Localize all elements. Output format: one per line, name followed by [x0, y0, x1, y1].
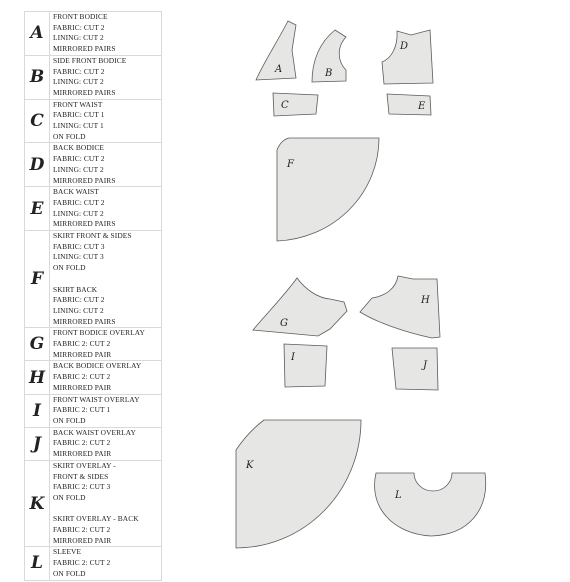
legend-instruction-line: LINING: CUT 2 [53, 77, 104, 87]
legend-instruction-line: FABRIC 2: CUT 2 [53, 339, 111, 349]
pattern-piece-k [236, 420, 361, 548]
legend-instruction-line: FABRIC: CUT 3 [53, 241, 105, 251]
legend-instruction-line: FABRIC: CUT 1 [53, 110, 105, 120]
legend-instruction-line: BACK WAIST OVERLAY [53, 427, 136, 437]
legend-instruction-line: FABRIC: CUT 2 [53, 22, 105, 32]
legend-piece-letter: G [25, 328, 50, 361]
legend-instruction-line: FABRIC 2: CUT 1 [53, 405, 111, 415]
legend-instruction-line: FRONT & SIDES [53, 471, 109, 481]
legend-instruction-line: FABRIC 2: CUT 2 [53, 525, 111, 535]
legend-piece-letter: A [25, 12, 50, 56]
piece-label-b: B [325, 68, 333, 79]
piece-label-c: C [281, 100, 289, 111]
legend-piece-letter: B [25, 55, 50, 99]
legend-piece-letter: H [25, 361, 50, 394]
legend-instruction-line: ON FOLD [53, 492, 86, 502]
legend-instruction-line: BACK BODICE OVERLAY [53, 361, 142, 371]
legend-instruction-line: MIRRORED PAIR [53, 382, 112, 392]
legend-instruction-line: FABRIC 2: CUT 2 [53, 372, 111, 382]
legend-instruction-line: FABRIC: CUT 2 [53, 295, 105, 305]
legend-instruction-line: MIRRORED PAIR [53, 535, 112, 545]
legend-instruction-line: LINING: CUT 2 [53, 33, 104, 43]
legend-piece-letter: I [25, 394, 50, 427]
piece-label-f: F [287, 159, 294, 170]
piece-label-a: A [275, 64, 283, 75]
legend-instruction-line: FABRIC 2: CUT 2 [53, 438, 111, 448]
piece-label-g: G [280, 318, 288, 329]
legend-instruction-line: LINING: CUT 1 [53, 121, 104, 131]
legend-piece-letter: L [25, 547, 50, 580]
legend-instruction-line: MIRRORED PAIRS [53, 87, 116, 97]
pattern-piece-h [360, 276, 440, 338]
legend-instruction-line: MIRRORED PAIR [53, 349, 112, 359]
piece-label-k: K [246, 460, 254, 471]
legend-piece-letter: C [25, 99, 50, 143]
legend-piece-letter: D [25, 143, 50, 187]
legend-instruction-line: LINING: CUT 2 [53, 305, 104, 315]
pattern-piece-i [284, 344, 327, 387]
legend-instruction-line: FRONT WAIST OVERLAY [53, 394, 140, 404]
legend-instruction-line: ON FOLD [53, 263, 86, 273]
legend-instruction-line: FABRIC: CUT 2 [53, 197, 105, 207]
legend-instruction-line: MIRRORED PAIRS [53, 44, 116, 54]
legend-instruction-line: FRONT WAIST [53, 99, 103, 109]
piece-label-h: H [421, 295, 430, 306]
legend-instruction-line: BACK WAIST [53, 187, 99, 197]
legend-instruction-line: ON FOLD [53, 416, 86, 425]
legend-instruction-line: MIRRORED PAIRS [53, 316, 116, 326]
piece-label-j: J [423, 360, 428, 371]
pattern-piece-l [375, 473, 486, 536]
legend-piece-letter: J [25, 427, 50, 460]
legend-instruction-line: FRONT BODICE OVERLAY [53, 328, 145, 338]
pattern-piece-d [382, 30, 433, 84]
piece-label-d: D [400, 41, 409, 52]
pattern-piece-g [253, 278, 347, 336]
legend-piece-letter: K [25, 460, 50, 547]
pattern-piece-f [277, 138, 379, 241]
legend-instruction-line: SIDE FRONT BODICE [53, 55, 127, 65]
pattern-piece-c [273, 93, 318, 116]
legend-instruction-line: SKIRT FRONT & SIDES [53, 231, 132, 241]
legend-instruction-line: ON FOLD [53, 568, 86, 578]
piece-label-i: I [291, 352, 295, 363]
legend-instruction-line: FRONT BODICE [53, 12, 108, 21]
legend-instruction-line: MIRRORED PAIRS [53, 175, 116, 185]
legend-instruction-line: SKIRT OVERLAY - [53, 460, 116, 470]
legend-instruction-line: SKIRT BACK [53, 284, 98, 294]
legend-piece-letter: F [25, 231, 50, 328]
legend-piece-letter: E [25, 187, 50, 231]
legend-instruction-line: ON FOLD [53, 131, 86, 141]
piece-label-e: E [418, 101, 426, 112]
legend-instruction-line: FABRIC: CUT 2 [53, 66, 105, 76]
legend-instruction-line: MIRRORED PAIR [53, 449, 112, 459]
legend-instruction-line: FABRIC 2: CUT 3 [53, 482, 111, 492]
legend-instruction-line: LINING: CUT 2 [53, 208, 104, 218]
legend-instruction-line: FABRIC: CUT 2 [53, 154, 105, 164]
legend-instruction-line: SKIRT OVERLAY - BACK [53, 514, 139, 524]
pattern-piece-j [392, 348, 438, 390]
piece-label-l: L [395, 490, 402, 501]
legend-instruction-line: LINING: CUT 3 [53, 252, 104, 262]
legend-instruction-line: SLEEVE [53, 547, 82, 557]
legend-instruction-line: FABRIC 2: CUT 2 [53, 558, 111, 568]
legend-instruction-line: MIRRORED PAIRS [53, 219, 116, 229]
legend-instruction-line: BACK BODICE [53, 143, 104, 153]
legend-instruction-line: LINING: CUT 2 [53, 164, 104, 174]
